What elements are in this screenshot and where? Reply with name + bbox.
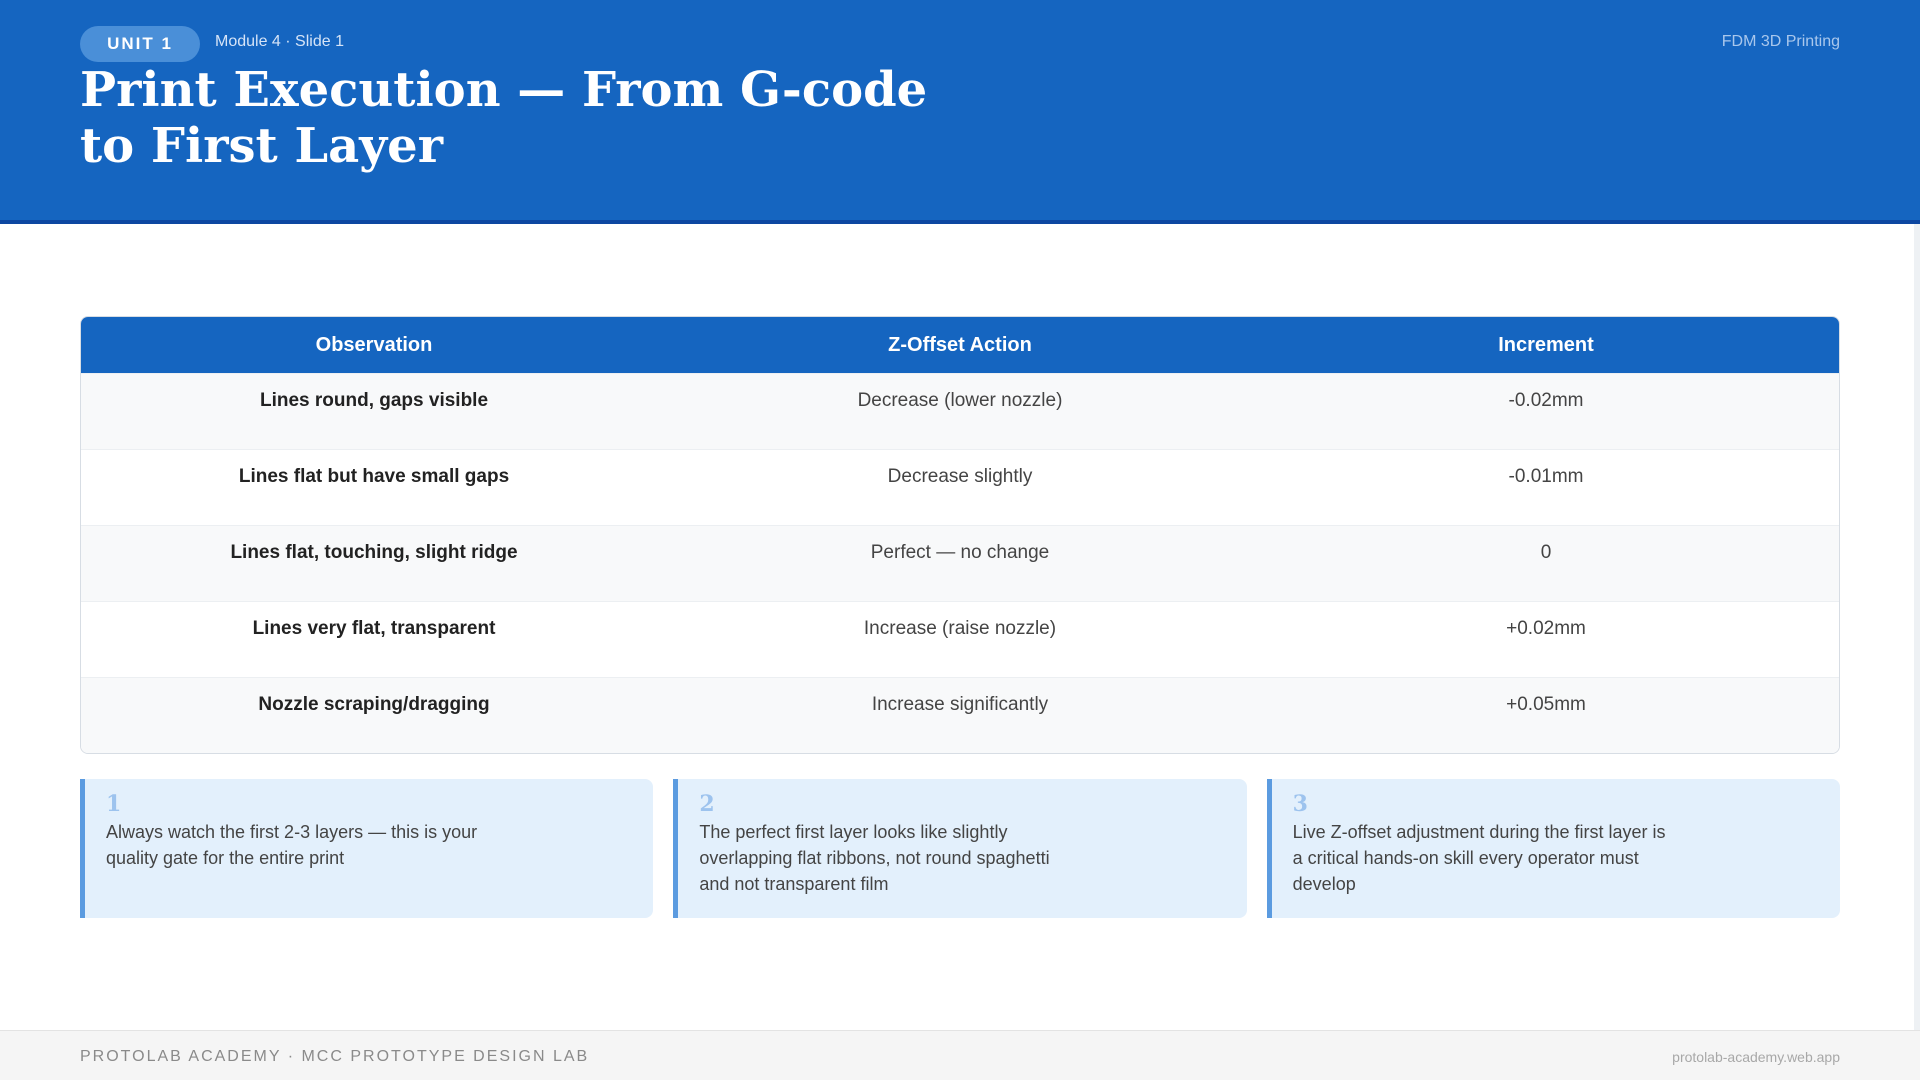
- table-row: [81, 449, 1839, 525]
- action-cell: Decrease slightly: [887, 466, 1033, 487]
- brand-label: FDM 3D Printing: [1721, 33, 1840, 50]
- column-header-observation: Observation: [315, 333, 433, 356]
- unit-badge: UNIT 1: [80, 26, 200, 62]
- increment-cell: +0.05mm: [1506, 694, 1586, 715]
- edge-strip: [1914, 224, 1920, 1030]
- observation-cell: Lines round, gaps visible: [259, 390, 489, 411]
- increment-cell: 0: [1540, 542, 1552, 563]
- tip-number: 2: [699, 791, 715, 817]
- page-title: Print Execution — From G-code to First Layer: [80, 62, 928, 174]
- tip-number: 1: [106, 791, 122, 817]
- footer-url: protolab-academy.web.app: [1672, 1049, 1840, 1065]
- action-cell: Increase significantly: [871, 694, 1049, 715]
- action-cell: Increase (raise nozzle): [863, 618, 1057, 639]
- table-row: [81, 525, 1839, 601]
- tip-card: [1267, 779, 1840, 918]
- table-row: [81, 677, 1839, 753]
- tip-text: The perfect first layer looks like slightly overlapping flat ribbons, not round spaghetti and not transparent film: [699, 822, 1050, 894]
- increment-cell: +0.02mm: [1506, 618, 1586, 639]
- table-header-row: [81, 317, 1839, 373]
- tip-number: 3: [1292, 791, 1308, 817]
- table-row: [81, 373, 1839, 449]
- observation-cell: Lines flat but have small gaps: [238, 466, 510, 487]
- observation-cell: Lines very flat, transparent: [252, 618, 496, 639]
- observation-cell: Nozzle scraping/dragging: [258, 694, 490, 715]
- column-header-increment: Increment: [1498, 333, 1594, 356]
- tip-card: [673, 779, 1246, 918]
- tip-text: Always watch the first 2-3 layers — this is your quality gate for the entire print: [106, 822, 478, 868]
- increment-cell: -0.02mm: [1508, 390, 1584, 411]
- module-label: Module 4 · Slide 1: [215, 33, 344, 50]
- slide-footer: [0, 1030, 1920, 1080]
- column-header-action: Z-Offset Action: [888, 333, 1032, 356]
- action-cell: Perfect — no change: [870, 542, 1050, 563]
- z-offset-table: [80, 316, 1840, 754]
- tip-text: Live Z-offset adjustment during the first layer is a critical hands-on skill every operator must develop: [1292, 822, 1666, 894]
- action-cell: Decrease (lower nozzle): [857, 390, 1063, 411]
- footer-org-label: PROTOLAB ACADEMY · MCC PROTOTYPE DESIGN LAB: [80, 1048, 590, 1065]
- tip-card: [80, 779, 653, 918]
- table-body: [81, 373, 1839, 753]
- observation-cell: Lines flat, touching, slight ridge: [230, 542, 518, 563]
- table-row: [81, 601, 1839, 677]
- increment-cell: -0.01mm: [1508, 466, 1584, 487]
- tip-cards: [80, 779, 1840, 918]
- slide-header: [0, 0, 1920, 224]
